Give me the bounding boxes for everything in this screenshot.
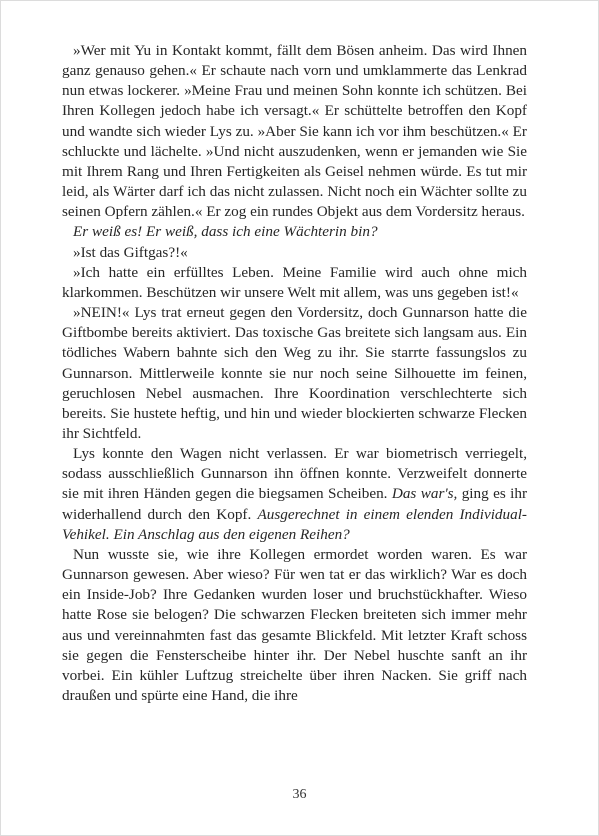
text-run: Lys konnte den Wagen nicht verlassen. Er war biometrisch verriegelt, sodass ausschließlich Gunnarson ihn öffnen konnte. Verzweifelt donnerte sie mit ihren Händen gegen die biegsamen Scheiben.: [62, 445, 527, 503]
paragraph: [62, 263, 527, 303]
text-run: Nun wusste sie, wie ihre Kollegen ermordet worden waren. Es war Gunnarson gewesen. Aber wieso? Für wen tat er das wirklich? War es doch ein Inside-Job? Ihre Gedanken wurden loser und bruchstückhafter. Wieso hatte Rose sie belogen? Die schwarzen Flecken breiteten sich immer mehr aus und vereinnahmten fast das gesamte Blickfeld. Mit letzter Kraft schoss sie gegen die Fensterscheibe hinter ihr. Der Nebel huschte sanft an ihr vorbei. Ein kühler Luftzug streichelte über ihren Nacken. Sie griff nach draußen und spürte eine Hand, die ihre: [62, 545, 527, 704]
italic-thought: Ausgerechnet in einem elenden Individual-Vehikel. Ein Anschlag aus den eigenen Reihen?: [62, 505, 527, 543]
body-text: [62, 41, 527, 706]
paragraph: [62, 545, 527, 706]
text-run: »Ich hatte ein erfülltes Leben. Meine Familie wird auch ohne mich klarkommen. Beschützen wir unsere Welt mit allem, was uns gegeben ist!«: [62, 263, 527, 301]
paragraph: [62, 444, 527, 545]
paragraph: [62, 243, 527, 263]
text-run: ging es ihr widerhallend durch den Kopf.: [62, 485, 528, 523]
paragraph: [62, 41, 527, 222]
text-run: »Wer mit Yu in Kontakt kommt, fällt dem Bösen anheim. Das wird Ihnen ganz genauso gehen.« Er schaute nach vorn und umklammerte das Lenkrad nun etwas lockerer. »Meine Frau und meinen Sohn konnte ich schützen. Bei Ihren Kollegen jedoch habe ich versagt.« Er schüttelte betroffen den Kopf und wandte sich wieder Lys zu. »Aber Sie kann ich vor ihm beschützen.« Er schluckte und lächelte. »Und nicht auszudenken, wenn er jemanden wie Sie mit Ihrem Rang und Ihren Fertigkeiten als Geisel nehmen würde. Es tut mir leid, als Wärter darf ich das nicht zulassen. Nicht noch ein Wächter sollte zu seinen Opfern zählen.« Er zog ein rundes Objekt aus dem Vordersitz heraus.: [62, 42, 527, 221]
paragraph: [62, 222, 527, 242]
text-run: »NEIN!« Lys trat erneut gegen den Vordersitz, doch Gunnarson hatte die Giftbombe bereits aktiviert. Das toxische Gas breitete sich langsam aus. Ein tödliches Wabern bahnte sich den Weg zu ihr. Sie starrte fassungslos zu Gunnarson. Mittlerweile konnte sie nur noch seine Silhouette im feinen, geruchlosen Nebel ausmachen. Ihre Koordination verschlechterte sich bereits. Sie hustete heftig, und hin und wieder blockierten schwarze Flecken ihr Sichtfeld.: [62, 304, 527, 442]
text-run: »Ist das Giftgas?!«: [73, 243, 188, 261]
page-number: 36: [292, 787, 307, 802]
paragraph: [62, 303, 527, 444]
italic-thought: Er weiß es! Er weiß, dass ich eine Wächterin bin?: [73, 223, 378, 241]
italic-thought: Das war's,: [391, 485, 458, 503]
